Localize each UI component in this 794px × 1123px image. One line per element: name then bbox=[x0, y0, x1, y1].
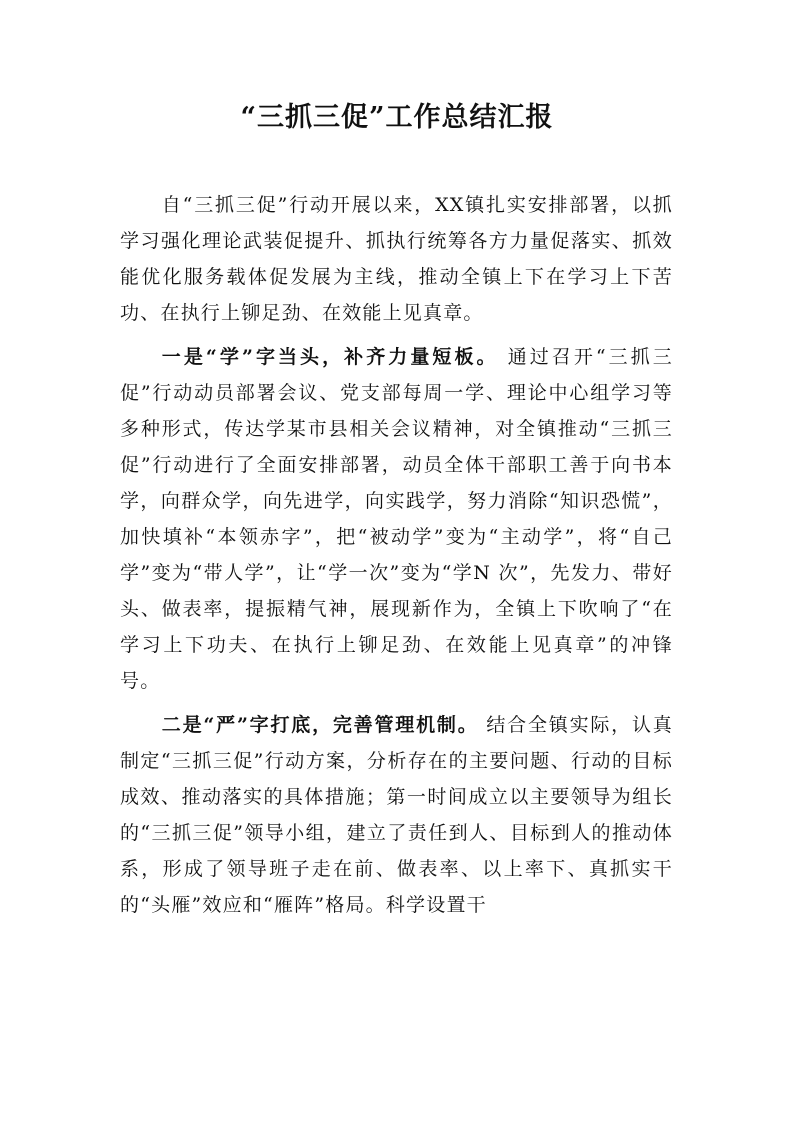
paragraph-study bbox=[120, 339, 673, 699]
paragraph-text: 自“三抓三促”行动开展以来，XX镇扎实安排部署，以抓学习强化理论武装促提升、抓执行统筹各方力量促落实、抓效能优化服务载体促发展为主线，推动全镇上下在学习上下苦功、在执行上铆足劲、在效能上见真章。 bbox=[120, 194, 673, 324]
document-title: “三抓三促”工作总结汇报 bbox=[240, 102, 554, 133]
document-body bbox=[120, 187, 673, 931]
paragraph-lead: 一是“学”字当头，补齐力量短板。 bbox=[161, 346, 499, 368]
paragraph-intro bbox=[120, 187, 673, 331]
paragraph-lead: 二是“严”字打底，完善管理机制。 bbox=[161, 714, 479, 736]
paragraph-discipline bbox=[120, 707, 673, 923]
paragraph-text: 通过召开“三抓三促”行动动员部署会议、党支部每周一学、理论中心组学习等多种形式，传达学某市县相关会议精神，对全镇推动“三抓三促”行动进行了全面安排部署，动员全体干部职工善于向书本学，向群众学，向先进学，向实践学，努力消除“知识恐慌”，加快填补“本领赤字”，把“被动学”变为“主动学”，将“自己学”变为“带人学”，让“学一次”变为“学N 次”，先发力、带好头、做表率，提振精气神，展现新作为，全镇上下吹响了“在学习上下功夫、在执行上铆足劲、在效能上见真章”的冲锋号。 bbox=[120, 346, 673, 692]
paragraph-text: 结合全镇实际，认真制定“三抓三促”行动方案，分析存在的主要问题、行动的目标成效、推动落实的具体措施；第一时间成立以主要领导为组长的“三抓三促”领导小组，建立了责任到人、目标到人的推动体系，形成了领导班子走在前、做表率、以上率下、真抓实干的“头雁”效应和“雁阵”格局。科学设置干 bbox=[120, 714, 673, 916]
